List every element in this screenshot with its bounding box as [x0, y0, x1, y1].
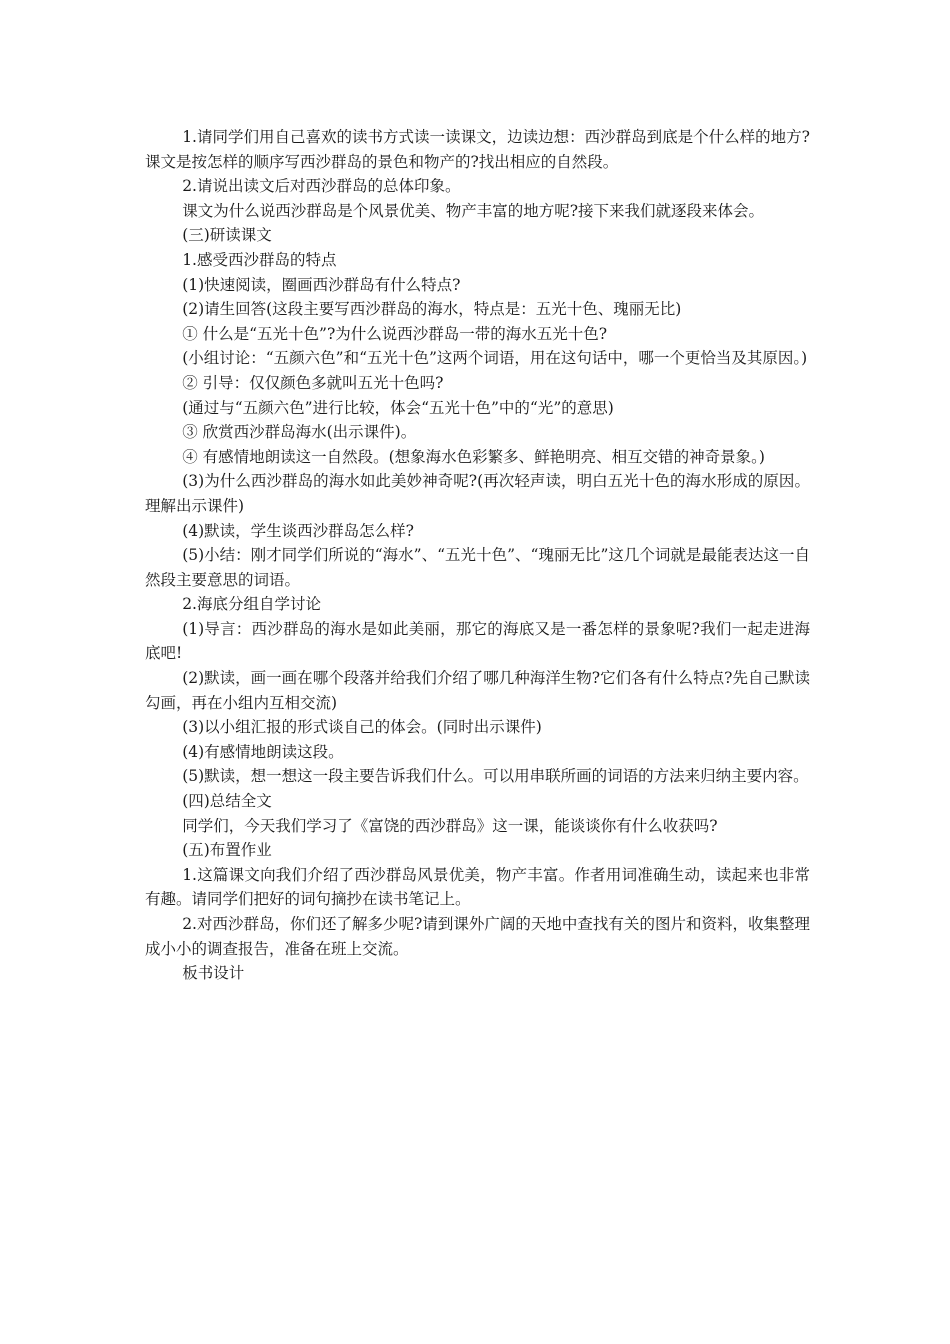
paragraph: (5)小结：刚才同学们所说的“海水”、“五光十色”、“瑰丽无比”这几个词就是最能表达这一自然段主要意思的词语。: [145, 546, 810, 589]
section-heading: (三)研读课文: [182, 226, 272, 245]
subsection-heading: 2.海底分组自学讨论: [182, 595, 321, 614]
paragraph: (4)默读，学生谈西沙群岛怎么样?: [182, 521, 414, 540]
paragraph: (2)请生回答(这段主要写西沙群岛的海水，特点是：五光十色、瑰丽无比): [182, 300, 682, 319]
paragraph: 2.请说出读文后对西沙群岛的总体印象。: [182, 177, 461, 196]
section-heading: (五)布置作业: [182, 841, 272, 860]
paragraph: ④ 有感情地朗读这一自然段。(想象海水色彩繁多、鲜艳明亮、相互交错的神奇景象。): [182, 447, 765, 466]
paragraph: 同学们，今天我们学习了《富饶的西沙群岛》这一课，能谈谈你有什么收获吗?: [182, 816, 718, 835]
paragraph: (小组讨论：“五颜六色”和“五光十色”这两个词语，用在这句话中，哪一个更恰当及其原因。): [182, 349, 808, 368]
paragraph: (5)默读，想一想这一段主要告诉我们什么。可以用串联所画的词语的方法来归纳主要内容。: [182, 767, 809, 786]
paragraph: (1)快速阅读，圈画西沙群岛有什么特点?: [182, 275, 461, 294]
paragraph: 2.对西沙群岛，你们还了解多少呢?请到课外广阔的天地中查找有关的图片和资料，收集整理成小小的调查报告，准备在班上交流。: [145, 915, 810, 958]
paragraph: (3)为什么西沙群岛的海水如此美妙神奇呢?(再次轻声读，明白五光十色的海水形成的原因。理解出示课件): [145, 472, 810, 515]
paragraph: ② 引导：仅仅颜色多就叫五光十色吗?: [182, 373, 444, 392]
paragraph: ③ 欣赏西沙群岛海水(出示课件)。: [182, 423, 417, 442]
subsection-heading: 1.感受西沙群岛的特点: [182, 250, 337, 269]
paragraph: (1)导言：西沙群岛的海水是如此美丽，那它的海底又是一番怎样的景象呢?我们一起走进海底吧!: [145, 619, 810, 663]
paragraph: (4)有感情地朗读这段。: [182, 742, 344, 761]
paragraph: 课文为什么说西沙群岛是个风景优美、物产丰富的地方呢?接下来我们就逐段来体会。: [182, 201, 765, 220]
paragraph: 1.这篇课文向我们介绍了西沙群岛风景优美，物产丰富。作者用词准确生动，读起来也非常有趣。请同学们把好的词句摘抄在读书笔记上。: [145, 865, 810, 909]
paragraph: 1.请同学们用自己喜欢的读书方式读一读课文，边读边想：西沙群岛到底是个什么样的地方?课文是按怎样的顺序写西沙群岛的景色和物产的?找出相应的自然段。: [145, 128, 810, 171]
paragraph: (通过与“五颜六色”进行比较，体会“五光十色”中的“光”的意思): [182, 398, 614, 417]
paragraph: (3)以小组汇报的形式谈自己的体会。(同时出示课件): [182, 718, 542, 737]
paragraph: ① 什么是“五光十色”?为什么说西沙群岛一带的海水五光十色?: [182, 324, 608, 343]
paragraph: (2)默读，画一画在哪个段落并给我们介绍了哪几种海洋生物?它们各有什么特点?先自己默读勾画，再在小组内互相交流): [145, 669, 810, 712]
section-heading: (四)总结全文: [182, 792, 272, 811]
section-heading: 板书设计: [182, 964, 245, 983]
document-body: [145, 125, 810, 986]
